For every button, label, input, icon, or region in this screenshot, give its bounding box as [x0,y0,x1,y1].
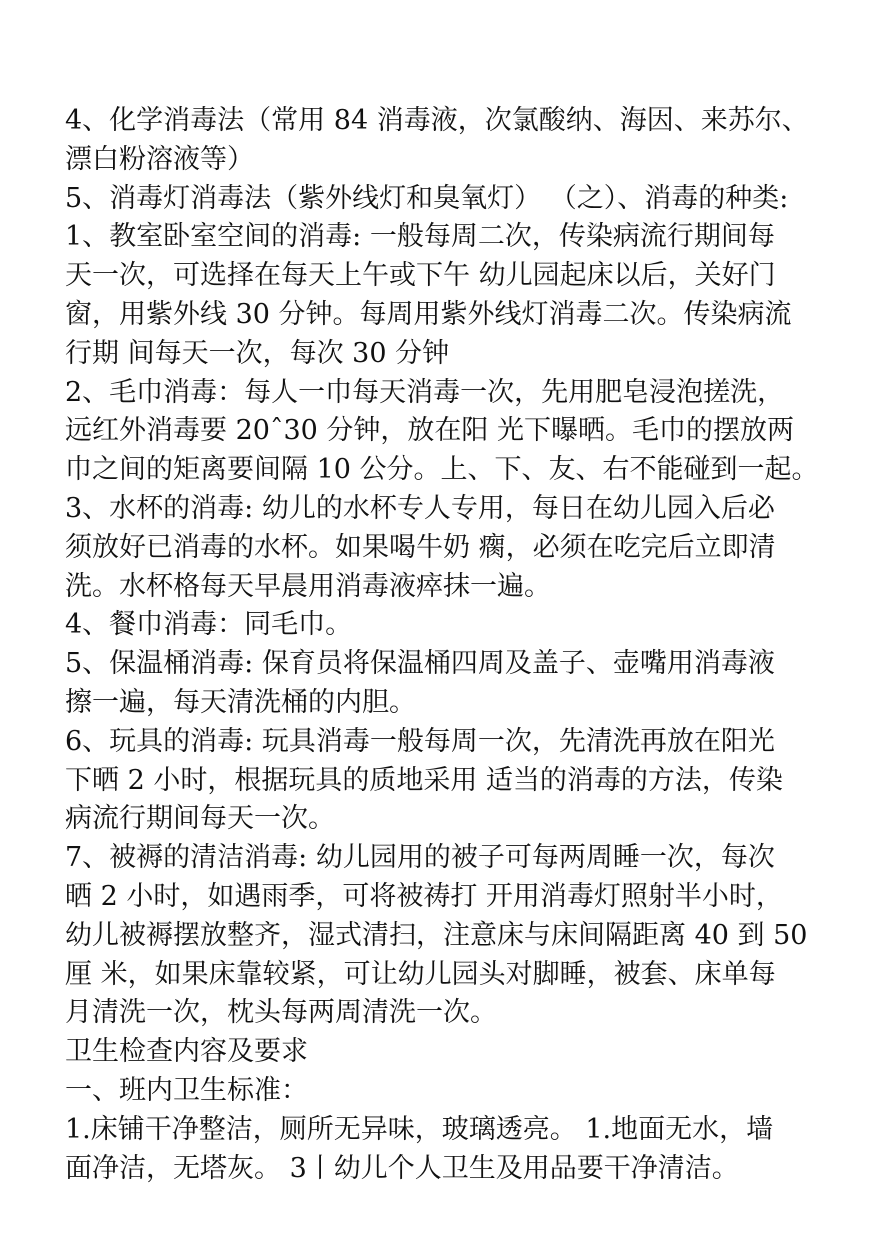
text-line: 2、毛巾消毒：每人一巾每天消毒一次，先用肥皂浸泡搓洗， [65,376,785,408]
text-line: 漂白粉溶液等） [65,143,254,175]
text-line: 面净洁，无塔灰。 3丨幼儿个人卫生及用品要干净清洁。 [65,1152,739,1184]
text-line: 幼儿被褥摆放整齐，湿式清扫，注意床与床间隔距离 40 到 50 [65,919,808,951]
subsection-heading: 一、班内卫生标准： [65,1074,308,1106]
text-line: 下晒 2 小时，根据玩具的质地采用 适当的消毒的方法，传染 [65,764,783,796]
text-line: 7、被褥的清洁消毒: 幼儿园用的被子可每两周睡一次，每次 [65,842,775,874]
text-line: 远红外消毒要 20ˆ30 分钟，放在阳 光下曝晒。毛巾的摆放两 [65,415,794,447]
text-line: 洗。水杯格每天早晨用消毒液瘁抹一遍。 [65,570,551,602]
text-line: 须放好已消毒的水杯。如果喝牛奶 瘸，必须在吃完后立即清 [65,531,776,563]
text-line: 3、水杯的消毒: 幼儿的水杯专人专用，每日在幼儿园入后必 [65,492,775,524]
text-line: 4、化学消毒法（常用 84 消毒液，次氯酸纳、海因、来苏尔、 [65,105,809,136]
text-line: 厘 米，如果床靠较紧，可让幼儿园头对脚睡，被套、床单每 [65,958,776,990]
text-line: 病流行期间每天一次。 [65,803,335,835]
text-line: 晒 2 小时，如遇雨季，可将被祷打 开用消毒灯照射半小时， [65,880,783,912]
text-line: 1.床铺干净整洁，厕所无异味，玻璃透亮。 1.地面无水，墙 [65,1113,774,1145]
text-line: 4、餐巾消毒：同毛巾。 [65,609,353,641]
text-line: 天一次，可选择在每天上午或下午 幼儿园起床以后，关好门 [65,260,776,292]
text-line: 5、消毒灯消毒法（紫外线灯和臭氧灯） （之）、消毒的种类: [65,182,789,214]
text-line: 6、玩具的消毒: 玩具消毒一般每周一次，先清洗再放在阳光 [65,725,775,757]
document-body [65,102,840,1188]
text-line: 巾之间的矩离要间隔 10 公分。上、下、友、右不能碰到一起。 [65,454,819,486]
text-line: 窗，用紫外线 30 分钟。每周用紫外线灯消毒二次。传染病流 [65,298,792,330]
text-line: 行期 间每天一次，每次 30 分钟 [65,337,450,369]
text-line: 月清洗一次，枕头每两周清洗一次。 [65,997,497,1029]
text-line: 1、教室卧室空间的消毒: 一般每周二次，传染病流行期间每 [65,221,775,253]
text-line: 5、保温桶消毒: 保育员将保温桶四周及盖子、壶嘴用消毒液 [65,648,775,680]
text-line: 擦一遍，每天清洗桶的内胆。 [65,686,416,718]
section-heading: 卫生检查内容及要求 [65,1036,308,1068]
